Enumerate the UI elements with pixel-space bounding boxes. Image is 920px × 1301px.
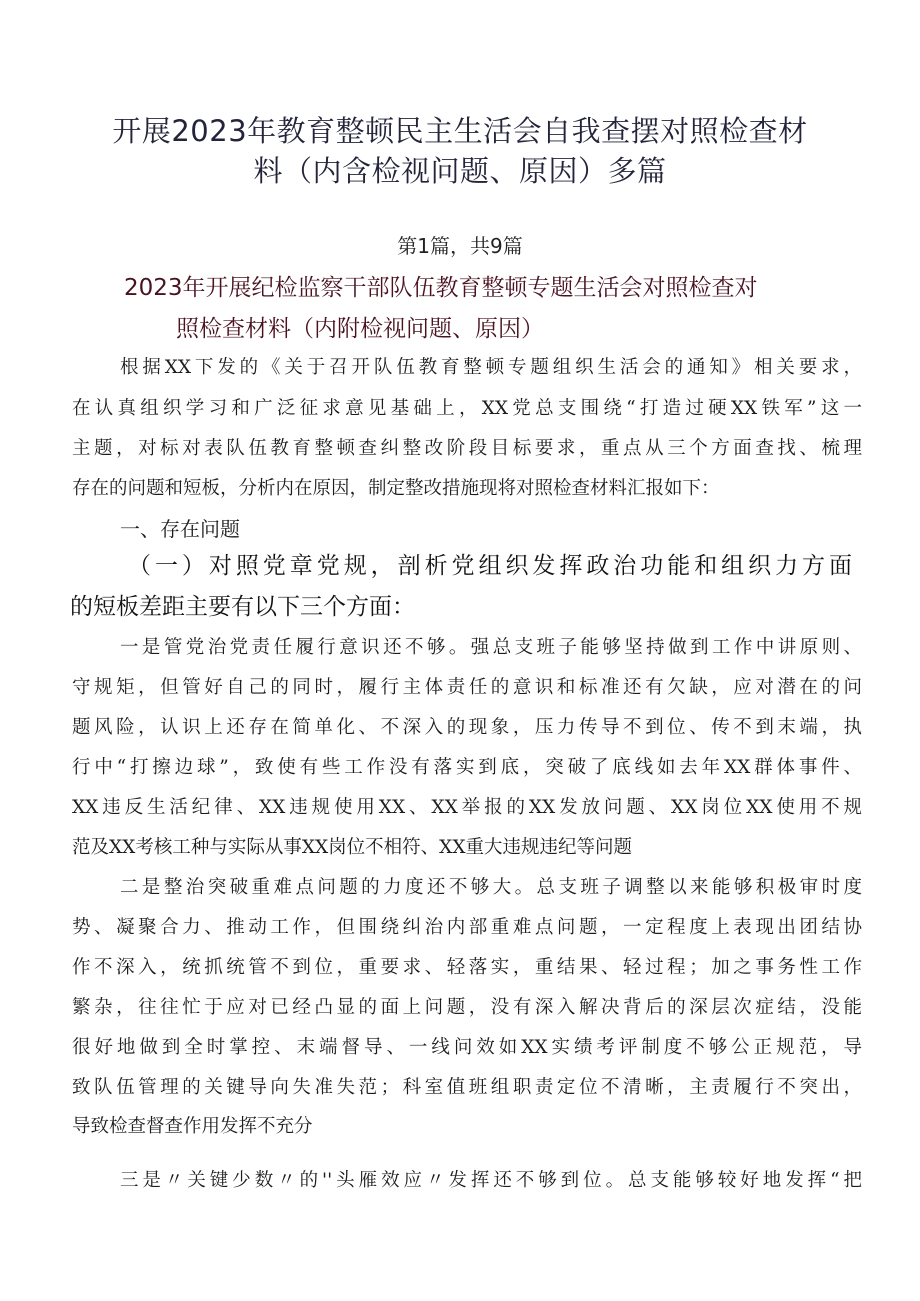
paragraph-1-line: 范及XX考核工种与实际从事XX岗位不相符、XX重大违规违纪等问题 [72, 837, 633, 858]
page-count: 第1篇，共9篇 [397, 234, 523, 258]
intro-line: 存在的问题和短板，分析内在原因，制定整改措施现将对照检查材料汇报如下： [72, 478, 720, 499]
intro-line: 在认真组织学习和广泛征求意见基础上，XX党总支围绕“打造过硬XX铁军”这一 [72, 398, 862, 419]
sub-heading-line-2: 的短板差距主要有以下三个方面： [70, 594, 415, 620]
paragraph-2-line: 致队伍管理的关键导向失准失范；科室值班组职责定位不清晰，主责履行不突出， [72, 1077, 862, 1098]
paragraph-1-line: 一是管党治党责任履行意识还不够。强总支班子能够坚持做到工作中讲原则、 [120, 637, 862, 658]
paragraph-2-line: 导致检查督查作用发挥不充分 [72, 1116, 313, 1137]
document-title-line-1: 开展2023年教育整顿民主生活会自我查摆对照检查材 [112, 114, 808, 148]
article-title-line-2: 照检查材料（内附检视问题、原因） [176, 316, 544, 342]
paragraph-2-line: 繁杂，往往忙于应对已经凸显的面上问题，没有深入解决背后的深层次症结，没能 [72, 997, 862, 1018]
paragraph-1-line: 题风险，认识上还存在简单化、不深入的现象，压力传导不到位、传不到末端，执 [72, 717, 862, 738]
paragraph-1-line: XX违反生活纪律、XX违规使用XX、XX举报的XX发放问题、XX岗位XX使用不规 [72, 797, 862, 818]
paragraph-1-line: 行中“打擦边球”，致使有些工作没有落实到底，突破了底线如去年XX群体事件、 [72, 757, 862, 778]
paragraph-1-line: 守规矩，但管好自己的同时，履行主体责任的意识和标准还有欠缺，应对潜在的问 [72, 677, 862, 698]
paragraph-2-line: 很好地做到全时掌控、末端督导、一线问效如XX实绩考评制度不够公正规范，导 [72, 1037, 862, 1058]
document-title-line-2: 料（内含检视问题、原因）多篇 [253, 154, 667, 188]
article-title-line-1: 2023年开展纪检监察干部队伍教育整顿专题生活会对照检查对 [124, 275, 758, 301]
sub-heading-line-1: （一）对照党章党规，剖析党组织发挥政治功能和组织力方面 [128, 553, 852, 579]
section-heading: 一、存在问题 [120, 517, 240, 541]
paragraph-2-line: 二是整治突破重难点问题的力度还不够大。总支班子调整以来能够积极审时度 [120, 877, 862, 898]
paragraph-3-line: 三是〃关键少数〃的''头雁效应〃发挥还不够到位。总支能够较好地发挥“把 [120, 1170, 862, 1191]
intro-line: 根据XX下发的《关于召开队伍教育整顿专题组织生活会的通知》相关要求， [120, 357, 862, 378]
paragraph-2-line: 势、凝聚合力、推动工作，但围绕纠治内部重难点问题，一定程度上表现出团结协 [72, 917, 862, 938]
paragraph-2-line: 作不深入，统抓统管不到位，重要求、轻落实，重结果、轻过程；加之事务性工作 [72, 957, 862, 978]
intro-line: 主题，对标对表队伍教育整顿查纠整改阶段目标要求，重点从三个方面查找、梳理 [72, 438, 862, 459]
